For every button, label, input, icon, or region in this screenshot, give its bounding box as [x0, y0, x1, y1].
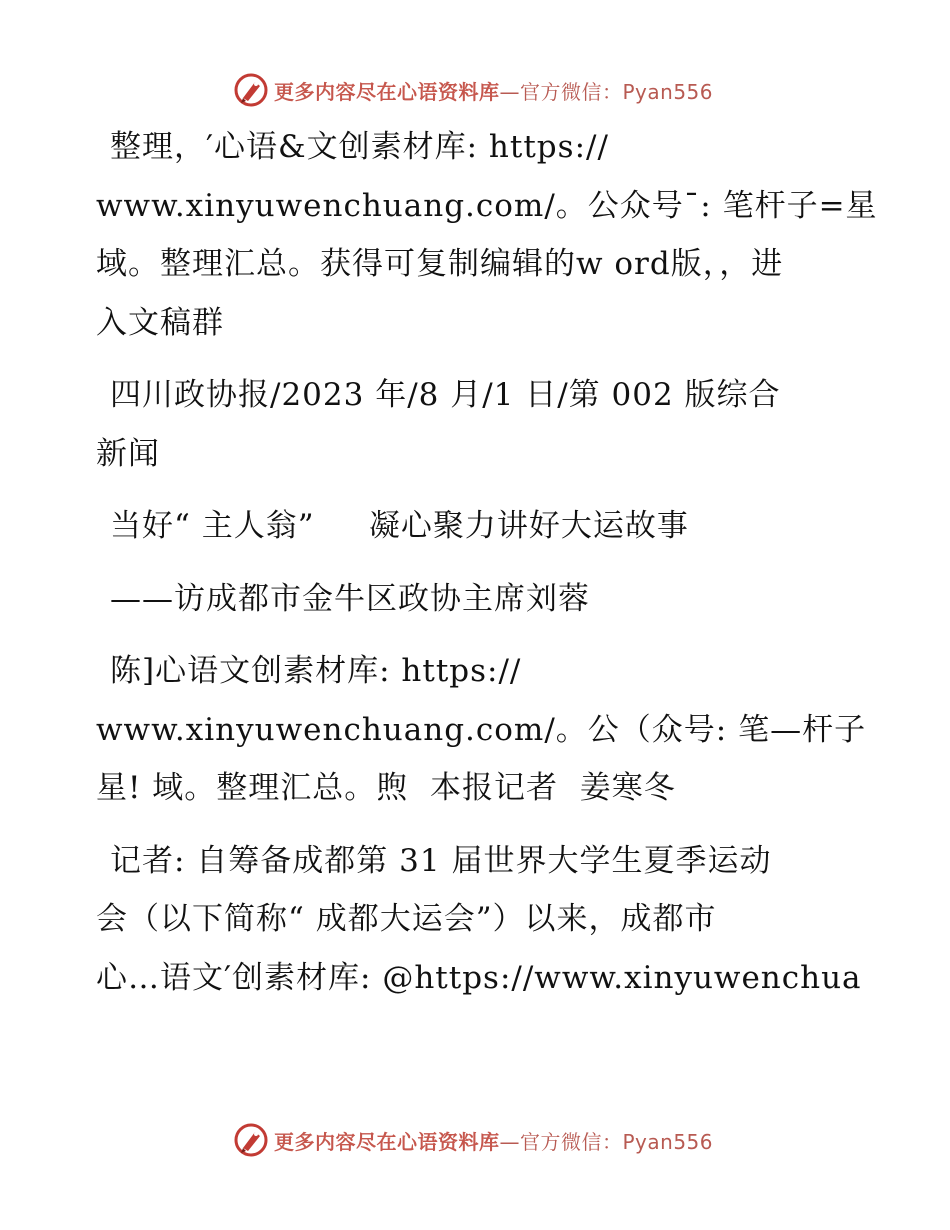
article-title: [96, 497, 866, 556]
footer-watermark-banner: [234, 1120, 754, 1160]
text-line: 心…语文′创素材库: @https://www.xinyuwenchua: [96, 959, 862, 996]
text-line: 陈]心语文创素材库: https://: [110, 653, 522, 689]
footer-watermark-text: 更多内容尽在心语资料库—官方微信：Pyan556: [274, 1129, 714, 1154]
paragraph-source-info: [96, 366, 866, 483]
text-line: 当好“ 主人翁” 凝心聚力讲好大运故事: [110, 508, 689, 544]
document-body: [96, 118, 878, 1021]
header-watermark-banner: [234, 70, 754, 110]
pen-circle-logo-icon: [234, 1123, 268, 1157]
text-line: 域。整理汇总。获得可复制编辑的w ord版，，进: [96, 246, 784, 282]
article-subtitle: [96, 570, 866, 629]
text-line: 入文稿群: [96, 304, 224, 341]
text-line: 整理，′心语&文创素材库: https://: [110, 129, 609, 165]
text-line: 星! 域。整理汇总。煦 本报记者 姜寒冬: [96, 770, 676, 806]
text-line: ——访成都市金牛区政协主席刘蓉: [110, 580, 590, 617]
paragraph-question: [96, 832, 866, 1008]
header-watermark-text: 更多内容尽在心语资料库—官方微信：Pyan556: [274, 79, 714, 104]
text-line: 记者: 自筹备成都第 31 届世界大学生夏季运动: [110, 842, 772, 879]
text-line: 新闻: [96, 435, 160, 472]
text-line: 会（以下简称“ 成都大运会”）以来，成都市: [96, 901, 717, 937]
text-line: 四川政协报/2023 年/8 月/1 日/第 002 版综合: [110, 377, 781, 413]
paragraph-intro-note: [96, 118, 878, 352]
paragraph-byline: [96, 642, 866, 818]
text-line: www.xinyuwenchuang.com/。公（众号: 笔—杆子: [96, 711, 867, 748]
text-line: www.xinyuwenchuang.com/。公众号¯: 笔杆子=星: [96, 187, 878, 224]
pen-circle-logo-icon: [234, 73, 268, 107]
